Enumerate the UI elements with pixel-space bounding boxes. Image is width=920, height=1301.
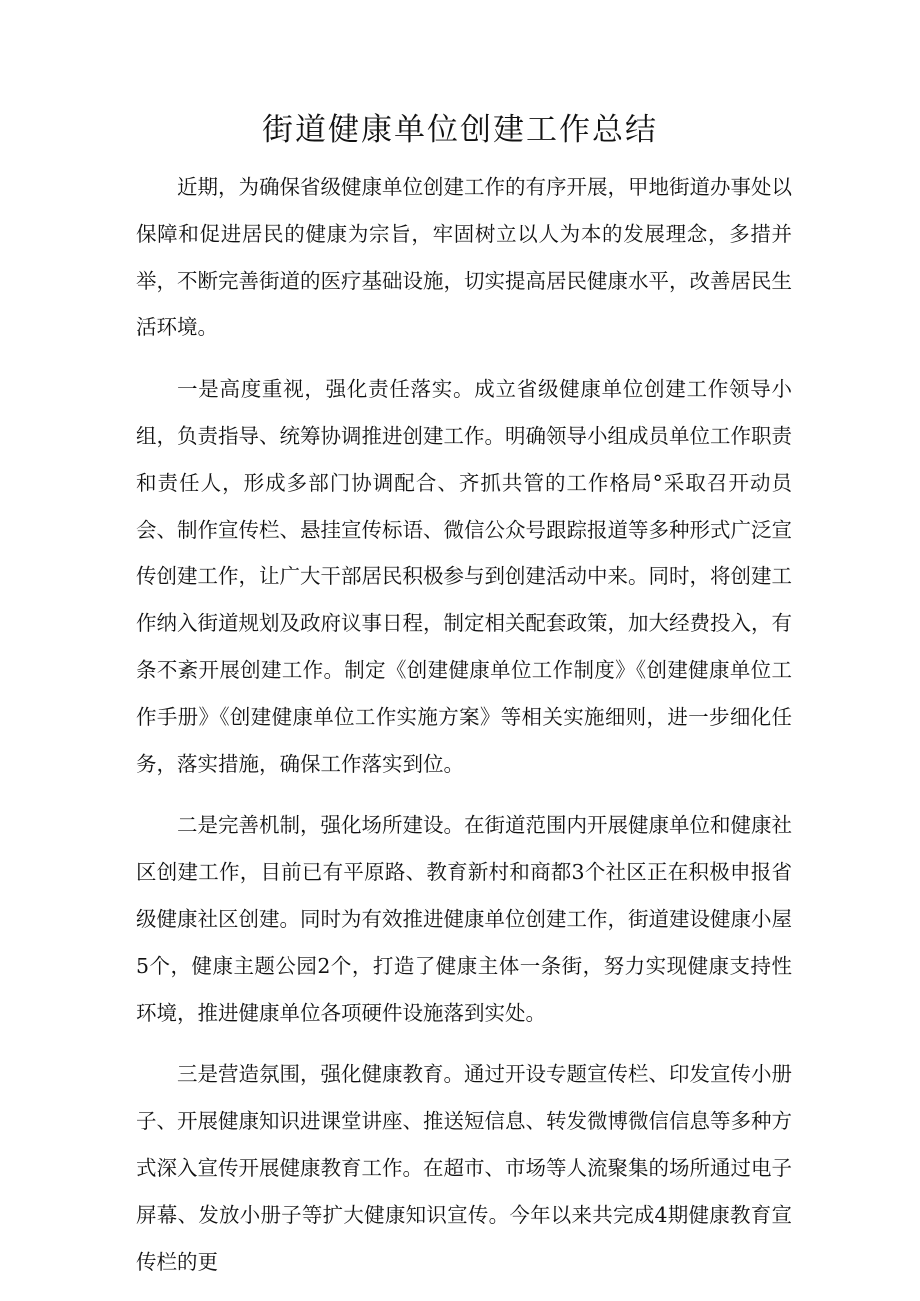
paragraph-responsibility: 一是高度重视，强化责任落实。成立省级健康单位创建工作领导小组，负责指导、统筹协调推进创建工作。明确领导小组成员单位工作职责和责任人，形成多部门协调配合、齐抓共管的工作格局°采取召开动员会、制作宣传栏、悬挂宣传标语、微信公众号跟踪报道等多种形式广泛宣传创建工作，让广大干部居民积极参与到创建活动中来。同时，将创建工作纳入街道规划及政府议事日程，制定相关配套政策，加大经费投入，有条不紊开展创建工作。制定《创建健康单位工作制度》《创建健康单位工作手册》《创建健康单位工作实施方案》等相关实施细则，进一步细化任务，落实措施，确保工作落实到位。 (136, 377, 792, 776)
paragraph-education: 三是营造氛围，强化健康教育。通过开设专题宣传栏、印发宣传小册子、开展健康知识进课堂讲座、推送短信息、转发微博微信信息等多种方式深入宣传开展健康教育工作。在超市、市场等人流聚集的场所通过电子屏幕、发放小册子等扩大健康知识宣传。今年以来共完成4期健康教育宣传栏的更 (136, 1062, 792, 1274)
document-title: 街道健康单位创建工作总结 (262, 112, 658, 148)
document-body (136, 164, 792, 1300)
paragraph-mechanism: 二是完善机制，强化场所建设。在街道范围内开展健康单位和健康社区创建工作，目前已有平原路、教育新村和商都3个社区正在积极申报省级健康社区创建。同时为有效推进健康单位创建工作，街道建设健康小屋5个，健康主题公园2个，打造了健康主体一条街，努力实现健康支持性环境，推进健康单位各项硬件设施落到实处。 (136, 813, 792, 1025)
paragraph-intro: 近期，为确保省级健康单位创建工作的有序开展，甲地街道办事处以保障和促进居民的健康为宗旨，牢固树立以人为本的发展理念，多措并举，不断完善街道的医疗基础设施，切实提高居民健康水平，改善居民生活环境。 (136, 175, 792, 340)
